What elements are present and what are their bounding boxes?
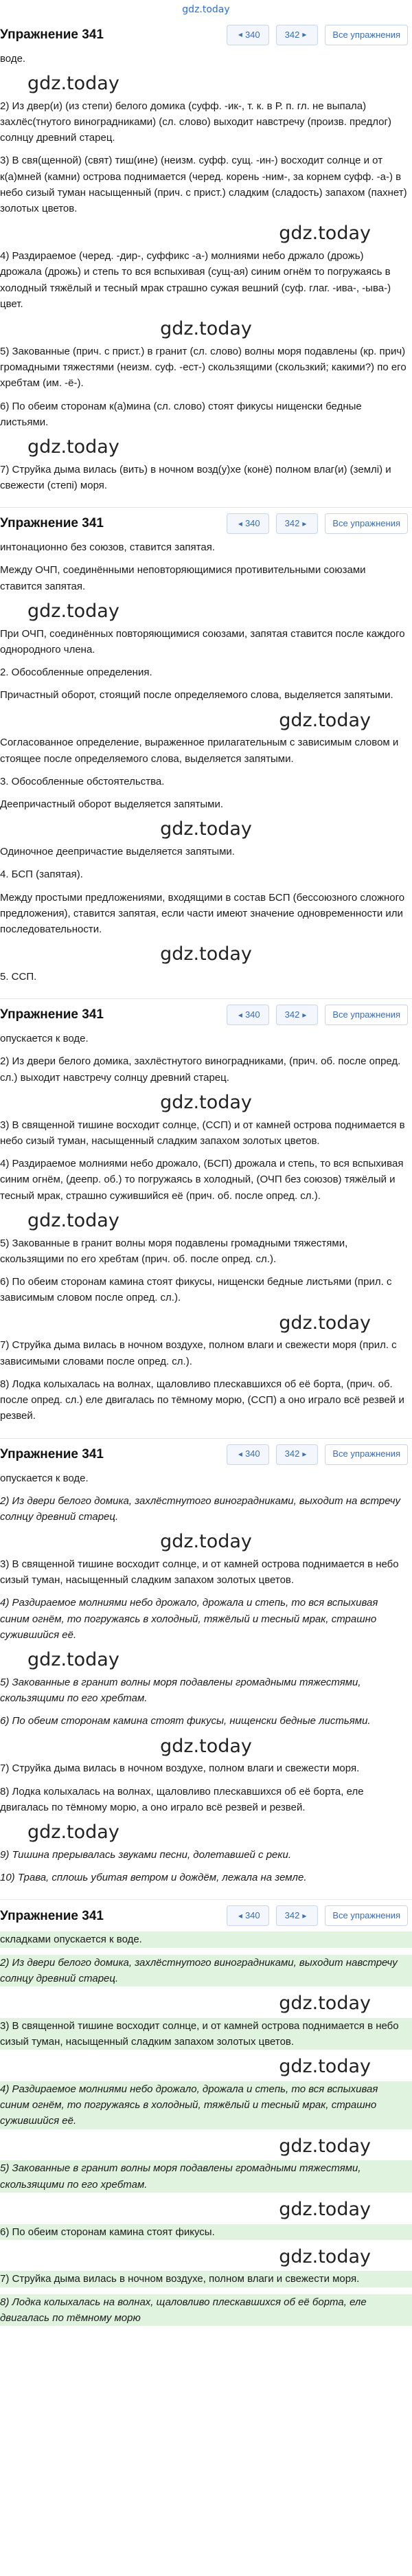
watermark: gdz.today: [160, 1531, 252, 1553]
watermark: gdz.today: [279, 1993, 371, 2014]
watermark: gdz.today: [279, 2198, 371, 2220]
next-exercise-button[interactable]: [276, 25, 319, 45]
paragraph: складками опускается к воде.: [0, 1931, 412, 1947]
site-logo[interactable]: gdz.today: [182, 4, 230, 15]
paragraph: 5) Закованные (прич. с прист.) в гранит (сл. слово) волны моря подавлены (кр. прич) громадными тяжестями (неизм. суф. -ест-) скользящими (скользкий; какими?) по его хребтам (им. -ё-).: [0, 345, 407, 390]
paragraph: 5. ССП.: [0, 970, 37, 983]
watermark: gdz.today: [27, 1822, 119, 1844]
paragraph: 4) Раздираемое молниями небо дрожало, дрожала и степь, то вся вспыхивая синим огнём, то погружаясь в холодный, тяжёлый и тесный мрак, страшно сужившийся её.: [0, 1597, 378, 1641]
watermark: gdz.today: [27, 1209, 119, 1231]
answer-section-2: [0, 507, 412, 998]
paragraph: 6) По обеим сторонам к(а)мина (сл. слово) стоят фикусы нищенски бедные листьями.: [0, 400, 362, 428]
chevron-left-icon: ◂: [238, 1009, 242, 1020]
paragraph: 3. Обособленные обстоятельства.: [0, 775, 165, 787]
paragraph: воде.: [0, 52, 26, 65]
next-exercise-button[interactable]: [276, 1444, 319, 1465]
section-header: [0, 1439, 412, 1470]
prev-exercise-button[interactable]: [227, 25, 269, 45]
next-exercise-label: 342: [284, 1009, 300, 1020]
all-exercises-button[interactable]: Все упражнения: [325, 1444, 408, 1465]
watermark: gdz.today: [27, 436, 119, 458]
answer-text: [0, 539, 412, 985]
answer-text: [0, 51, 412, 494]
paragraph: 5) Закованные в гранит волны моря подавлены громадными тяжестями, скользящими по его хребтам.: [0, 1676, 361, 1705]
paragraph: опускается к воде.: [0, 1033, 89, 1045]
paragraph: 4) Раздираемое (черед. -дир-, суффикс -а-) молниями небо држало (дрожь) дрожала (дрожь) и степь то вся вспыхивая (сущ-ая) синим огнём то погружаясь в холодный тяжёлый и тесный мрак страшно сужая вешний (суф. глаг. -ива-, -ыва-) цвет.: [0, 250, 391, 310]
paragraph: Согласованное определение, выраженное прилагательным с зависимым словом и стоящее после определяемого слова, выделяется запятыми.: [0, 737, 399, 765]
exercise-nav: [227, 25, 408, 45]
paragraph: 2) Из двер(и) (из степи) белого домика (суфф. -ик-, т. к. в Р. п. гл. не выпала) захлёс(тнутого виноградниками) (сл. слово) выходит навстречу (произв. предлог) солнцу древний старец.: [0, 100, 391, 144]
all-exercises-button[interactable]: Все упражнения: [325, 25, 408, 45]
paragraph: Между простыми предложениями, входящими в состав БСП (бессоюзного сложного предложения), ставится запятая, если части имеют значение одновременности или последовательности.: [0, 891, 405, 935]
chevron-right-icon: ▸: [302, 518, 307, 528]
watermark: gdz.today: [279, 1312, 371, 1334]
paragraph: 8) Лодка колыхалась на волнах, щаловливо плескавшихся об её борта, (прич. об. после опред. сл.) еле двигалась по тёмному морю, (ССП) а оно играло всё резвей и резвей.: [0, 1378, 404, 1422]
paragraph: 10) Трава, сплошь убитая ветром и дождём, лежала на земле.: [0, 1872, 307, 1883]
section-header: [0, 508, 412, 539]
answer-section-1: [0, 19, 412, 508]
exercise-title: Упражнение 341: [0, 1446, 104, 1461]
watermark: gdz.today: [160, 1091, 252, 1113]
watermark: gdz.today: [27, 72, 119, 94]
watermark: gdz.today: [279, 223, 371, 245]
exercise-title: Упражнение 341: [0, 1007, 104, 1022]
prev-exercise-button[interactable]: [227, 1444, 269, 1465]
watermark: gdz.today: [279, 2135, 371, 2157]
prev-exercise-label: 340: [244, 1910, 260, 1921]
chevron-left-icon: ◂: [238, 1910, 242, 1920]
answer-text: [0, 1031, 412, 1424]
prev-exercise-button[interactable]: [227, 1905, 269, 1926]
prev-exercise-label: 340: [244, 1448, 260, 1459]
paragraph: Одиночное деепричастие выделяется запятыми.: [0, 846, 235, 858]
watermark: gdz.today: [160, 818, 252, 840]
paragraph: интонационно без союзов, ставится запятая.: [0, 541, 216, 554]
prev-exercise-label: 340: [244, 29, 260, 40]
paragraph: 3) В священной тишине восходит солнце, и от камней острова поднимается в небо сизый туман, насыщенный сладким запахом золотых цветов.: [0, 2018, 412, 2050]
watermark: gdz.today: [279, 709, 371, 731]
paragraph: 5) Закованные в гранит волны моря подавлены громадными тяжестями, скользящими по его хребтам (прич. об. после опред. сл.).: [0, 1237, 348, 1265]
exercise-title: Упражнение 341: [0, 516, 104, 531]
next-exercise-label: 342: [284, 1448, 300, 1459]
exercise-nav: [227, 1905, 408, 1926]
answer-section-4: [0, 1438, 412, 1900]
prev-exercise-button[interactable]: [227, 1005, 269, 1025]
exercise-title: Упражнение 341: [0, 1908, 104, 1923]
paragraph: 4. БСП (запятая).: [0, 869, 83, 881]
chevron-left-icon: ◂: [238, 1449, 242, 1459]
answer-section-5: [0, 1899, 412, 2340]
exercise-title: Упражнение 341: [0, 27, 104, 42]
next-exercise-button[interactable]: [276, 1005, 319, 1025]
paragraph: 7) Струйка дыма вилась в ночном воздухе, полном влаги и свежести моря.: [0, 2271, 412, 2287]
exercise-nav: [227, 513, 408, 534]
paragraph: 6) По обеим сторонам камина стоят фикусы, нищенски бедные листьями (прил. с зависимым словом после опред. сл.).: [0, 1276, 392, 1304]
paragraph: 7) Струйка дыма вилась в ночном воздухе, полном влаги и свежести моря.: [0, 1762, 360, 1775]
watermark: gdz.today: [160, 318, 252, 340]
paragraph: 2) Из двери белого домика, захлёстнутого виноградниками, (прич. об. после опред. сл.) выходит навстречу солнцу древний старец.: [0, 1055, 401, 1084]
paragraph: 7) Струйка дыма вилась в ночном воздухе, полном влаги и свежести моря (прил. с зависимыми словами после опред. сл.).: [0, 1339, 397, 1367]
next-exercise-button[interactable]: [276, 1905, 319, 1926]
answer-text: [0, 1931, 412, 2326]
paragraph: 5) Закованные в гранит волны моря подавлены громадными тяжестями, скользящими по его хребтам.: [0, 2160, 412, 2193]
watermark: gdz.today: [160, 943, 252, 965]
paragraph: 6) По обеим сторонам камина стоят фикусы.: [0, 2224, 412, 2240]
answer-text: [0, 1470, 412, 1886]
chevron-right-icon: ▸: [302, 1449, 307, 1459]
watermark: gdz.today: [160, 1735, 252, 1757]
prev-exercise-button[interactable]: [227, 513, 269, 534]
paragraph: 7) Струйка дыма вилась (вить) в ночном возд(у)хе (конё) полном влаг(и) (землі) и свежести (степі) моря.: [0, 463, 391, 491]
paragraph: 2. Обособленные определения.: [0, 667, 152, 679]
paragraph: 3) В свя(щенной) (свят) тиш(ине) (неизм. суфф. сущ. -ин-) восходит солнце и от к(а)мней (камни) острова поднимается (черед. корень -ним-, за корнем суфф. -а-) в небо сизый туман насыщенный (прич. с прист.) сладким (сладость) запахом (пахнет) золотых цветов.: [0, 155, 407, 215]
all-exercises-button[interactable]: Все упражнения: [325, 513, 408, 534]
chevron-left-icon: ◂: [238, 518, 242, 528]
paragraph: 4) Раздираемое молниями небо дрожало, дрожала и степь, то вся вспыхивая синим огнём, то погружаясь в холодный, тяжёлый и тесный мрак, страшно сужившийся её.: [0, 2081, 412, 2129]
watermark: gdz.today: [27, 1649, 119, 1671]
paragraph: Причастный оборот, стоящий после определяемого слова, выделяется запятыми.: [0, 689, 393, 702]
paragraph: 2) Из двери белого домика, захлёстнутого виноградниками, выходит навстречу солнцу древний старец.: [0, 1955, 412, 1987]
chevron-right-icon: ▸: [302, 1009, 307, 1020]
all-exercises-button[interactable]: Все упражнения: [325, 1905, 408, 1926]
paragraph: 3) В священной тишине восходит солнце, и от камней острова поднимается в небо сизый туман, насыщенный сладким запахом золотых цветов.: [0, 1558, 399, 1587]
next-exercise-label: 342: [284, 29, 300, 40]
paragraph: 4) Раздираемое молниями небо дрожало, (БСП) дрожала и степь, то вся вспыхивая синим огнём, (деепр. об.) то погружаясь в холодный, (ОЧП без союзов) тяжёлый и тесный мрак, страшно сужившийся её (прич. об. после опред. сл.).: [0, 1158, 404, 1202]
paragraph: опускается к воде.: [0, 1472, 89, 1484]
prev-exercise-label: 340: [244, 518, 260, 529]
exercise-nav: [227, 1444, 408, 1465]
watermark: gdz.today: [279, 2245, 371, 2267]
section-header: [0, 1900, 412, 1931]
section-header: [0, 999, 412, 1031]
chevron-right-icon: ▸: [302, 30, 307, 40]
paragraph: Между ОЧП, соединёнными неповторяющимися противительными союзами ставится запятая.: [0, 564, 366, 592]
paragraph: 3) В священной тишине восходит солнце, (ССП) и от камней острова поднимается в небо сизый туман, насыщенный сладким запахом золотых цветов.: [0, 1119, 405, 1147]
paragraph: Деепричастный оборот выделяется запятыми.: [0, 798, 224, 811]
next-exercise-button[interactable]: [276, 513, 319, 534]
paragraph: 8) Лодка колыхалась на волнах, щаловливо плескавшихся об её борта, еле двигалась по тёмному морю: [0, 2294, 412, 2327]
next-exercise-label: 342: [284, 518, 300, 529]
exercise-nav: [227, 1005, 408, 1025]
paragraph: 6) По обеим сторонам камина стоят фикусы, нищенски бедные листьями.: [0, 1715, 371, 1727]
watermark: gdz.today: [27, 600, 119, 622]
all-exercises-button[interactable]: Все упражнения: [325, 1005, 408, 1025]
paragraph: При ОЧП, соединённых повторяющимися союзами, запятая ставится после каждого однородного члена.: [0, 627, 405, 656]
paragraph: 8) Лодка колыхалась на волнах, щаловливо плескавшихся об её борта, еле двигалась по тёмному морю, а оно играло всё резвей и резвей.: [0, 1785, 364, 1813]
watermark: gdz.today: [279, 2056, 371, 2078]
next-exercise-label: 342: [284, 1910, 300, 1921]
paragraph: 9) Тишина прерывалась звуками песни, долетавшей с реки.: [0, 1848, 291, 1861]
chevron-right-icon: ▸: [302, 1910, 307, 1920]
section-header: [0, 19, 412, 51]
paragraph: 2) Из двери белого домика, захлёстнутого виноградниками, выходит на встречу солнцу древний старец.: [0, 1494, 400, 1523]
chevron-left-icon: ◂: [238, 30, 242, 40]
answer-section-3: [0, 998, 412, 1437]
prev-exercise-label: 340: [244, 1009, 260, 1020]
